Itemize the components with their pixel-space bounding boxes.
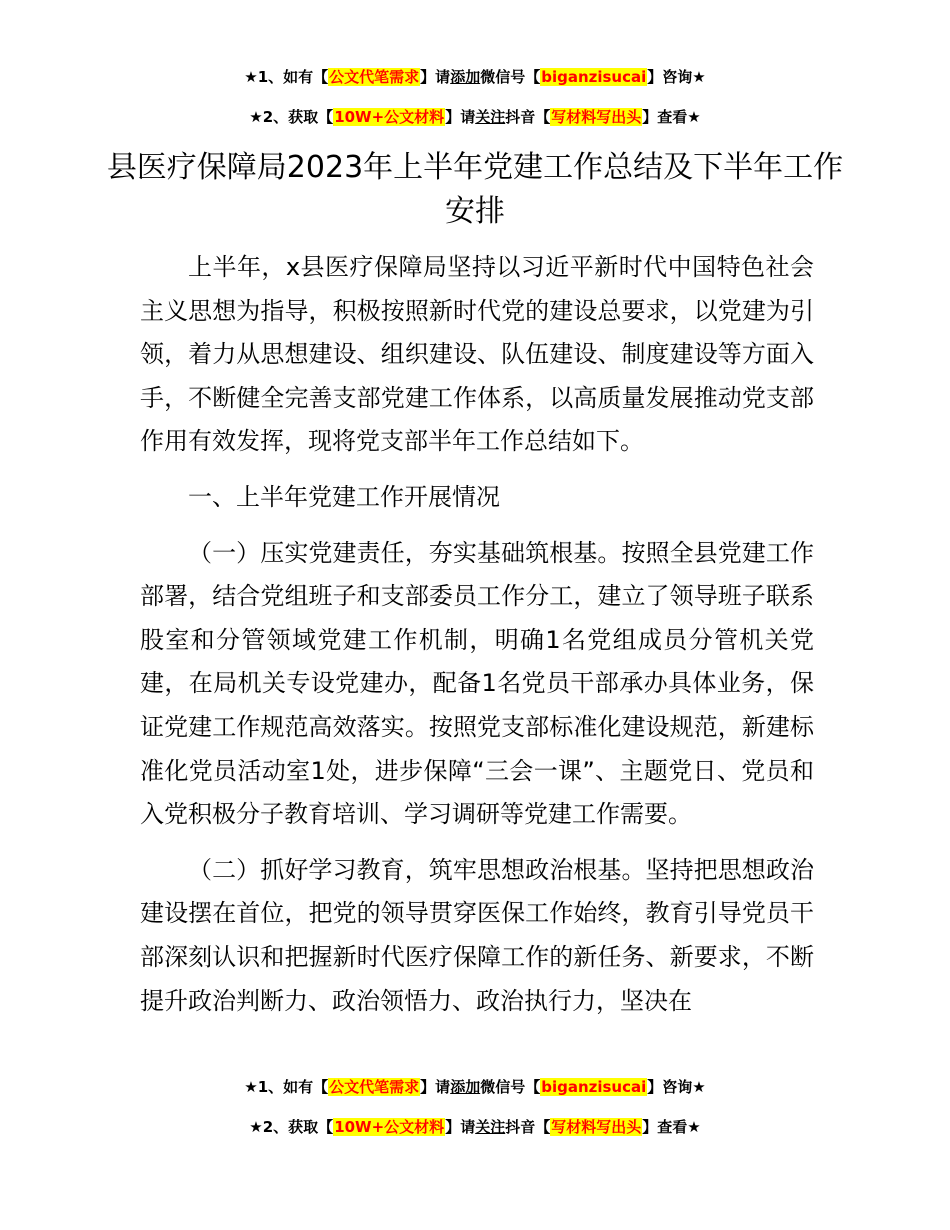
banner-text: ★2、获取【 bbox=[249, 108, 334, 126]
banner-text: 微信号【 bbox=[480, 1078, 541, 1096]
banner-text: 】咨询★ bbox=[647, 68, 706, 86]
banner-underlined: 关注 bbox=[475, 108, 506, 126]
bottom-banner-line-1 bbox=[0, 1076, 950, 1098]
banner-text: 】请 bbox=[420, 1078, 451, 1096]
banner-text: 】请 bbox=[445, 108, 476, 126]
banner-text: 微信号【 bbox=[480, 68, 541, 86]
banner-text: 】请 bbox=[420, 68, 451, 86]
banner-highlight: biganzisucai bbox=[541, 68, 647, 86]
banner-highlight: 公文代笔需求 bbox=[329, 1078, 420, 1096]
banner-text: ★1、如有【 bbox=[244, 1078, 329, 1096]
banner-text: 】请 bbox=[445, 1118, 476, 1136]
top-banner-line-1 bbox=[0, 66, 950, 88]
paragraph-intro: 上半年，x县医疗保障局坚持以习近平新时代中国特色社会主义思想为指导，积极按照新时代党的建设总要求，以党建为引领，着力从思想建设、组织建设、队伍建设、制度建设等方面入手，不断健全完善支部党建工作体系，以高质量发展推动党支部作用有效发挥，现将党支部半年工作总结如下。 bbox=[140, 253, 814, 456]
banner-underlined: 添加 bbox=[450, 68, 481, 86]
banner-text: 抖音【 bbox=[505, 108, 551, 126]
document-title: 县医疗保障局2023年上半年党建工作总结及下半年工作安排 bbox=[106, 150, 844, 229]
banner-text: 抖音【 bbox=[505, 1118, 551, 1136]
banner-underlined: 添加 bbox=[450, 1078, 481, 1096]
top-banner-line-2 bbox=[0, 106, 950, 128]
banner-highlight: 10W+公文材料 bbox=[334, 1118, 445, 1136]
banner-text: 】查看★ bbox=[642, 1118, 701, 1136]
bottom-banner-line-2 bbox=[0, 1116, 950, 1138]
section-heading: 一、上半年党建工作开展情况 bbox=[188, 482, 500, 511]
banner-text: ★2、获取【 bbox=[249, 1118, 334, 1136]
banner-highlight: 公文代笔需求 bbox=[329, 68, 420, 86]
banner-underlined: 关注 bbox=[475, 1118, 506, 1136]
banner-text: ★1、如有【 bbox=[244, 68, 329, 86]
banner-highlight: biganzisucai bbox=[541, 1078, 647, 1096]
banner-highlight: 10W+公文材料 bbox=[334, 108, 445, 126]
paragraph-2: （二）抓好学习教育，筑牢思想政治根基。坚持把思想政治建设摆在首位，把党的领导贯穿医保工作始终，教育引导党员干部深刻认识和把握新时代医疗保障工作的新任务、新要求，不断提升政治判断力、政治领悟力、政治执行力，坚决在 bbox=[140, 855, 814, 1015]
banner-highlight: 写材料写出头 bbox=[551, 108, 642, 126]
banner-text: 】查看★ bbox=[642, 108, 701, 126]
document-body bbox=[140, 246, 814, 1035]
paragraph-1: （一）压实党建责任，夯实基础筑根基。按照全县党建工作部署，结合党组班子和支部委员工作分工，建立了领导班子联系股室和分管领域党建工作机制，明确1名党组成员分管机关党建，在局机关专设党建办，配备1名党员干部承办具体业务，保证党建工作规范高效落实。按照党支部标准化建设规范，新建标准化党员活动室1处，进步保障“三会一课”、主题党日、党员和入党积极分子教育培训、学习调研等党建工作需要。 bbox=[140, 538, 814, 829]
banner-highlight: 写材料写出头 bbox=[551, 1118, 642, 1136]
banner-text: 】咨询★ bbox=[647, 1078, 706, 1096]
